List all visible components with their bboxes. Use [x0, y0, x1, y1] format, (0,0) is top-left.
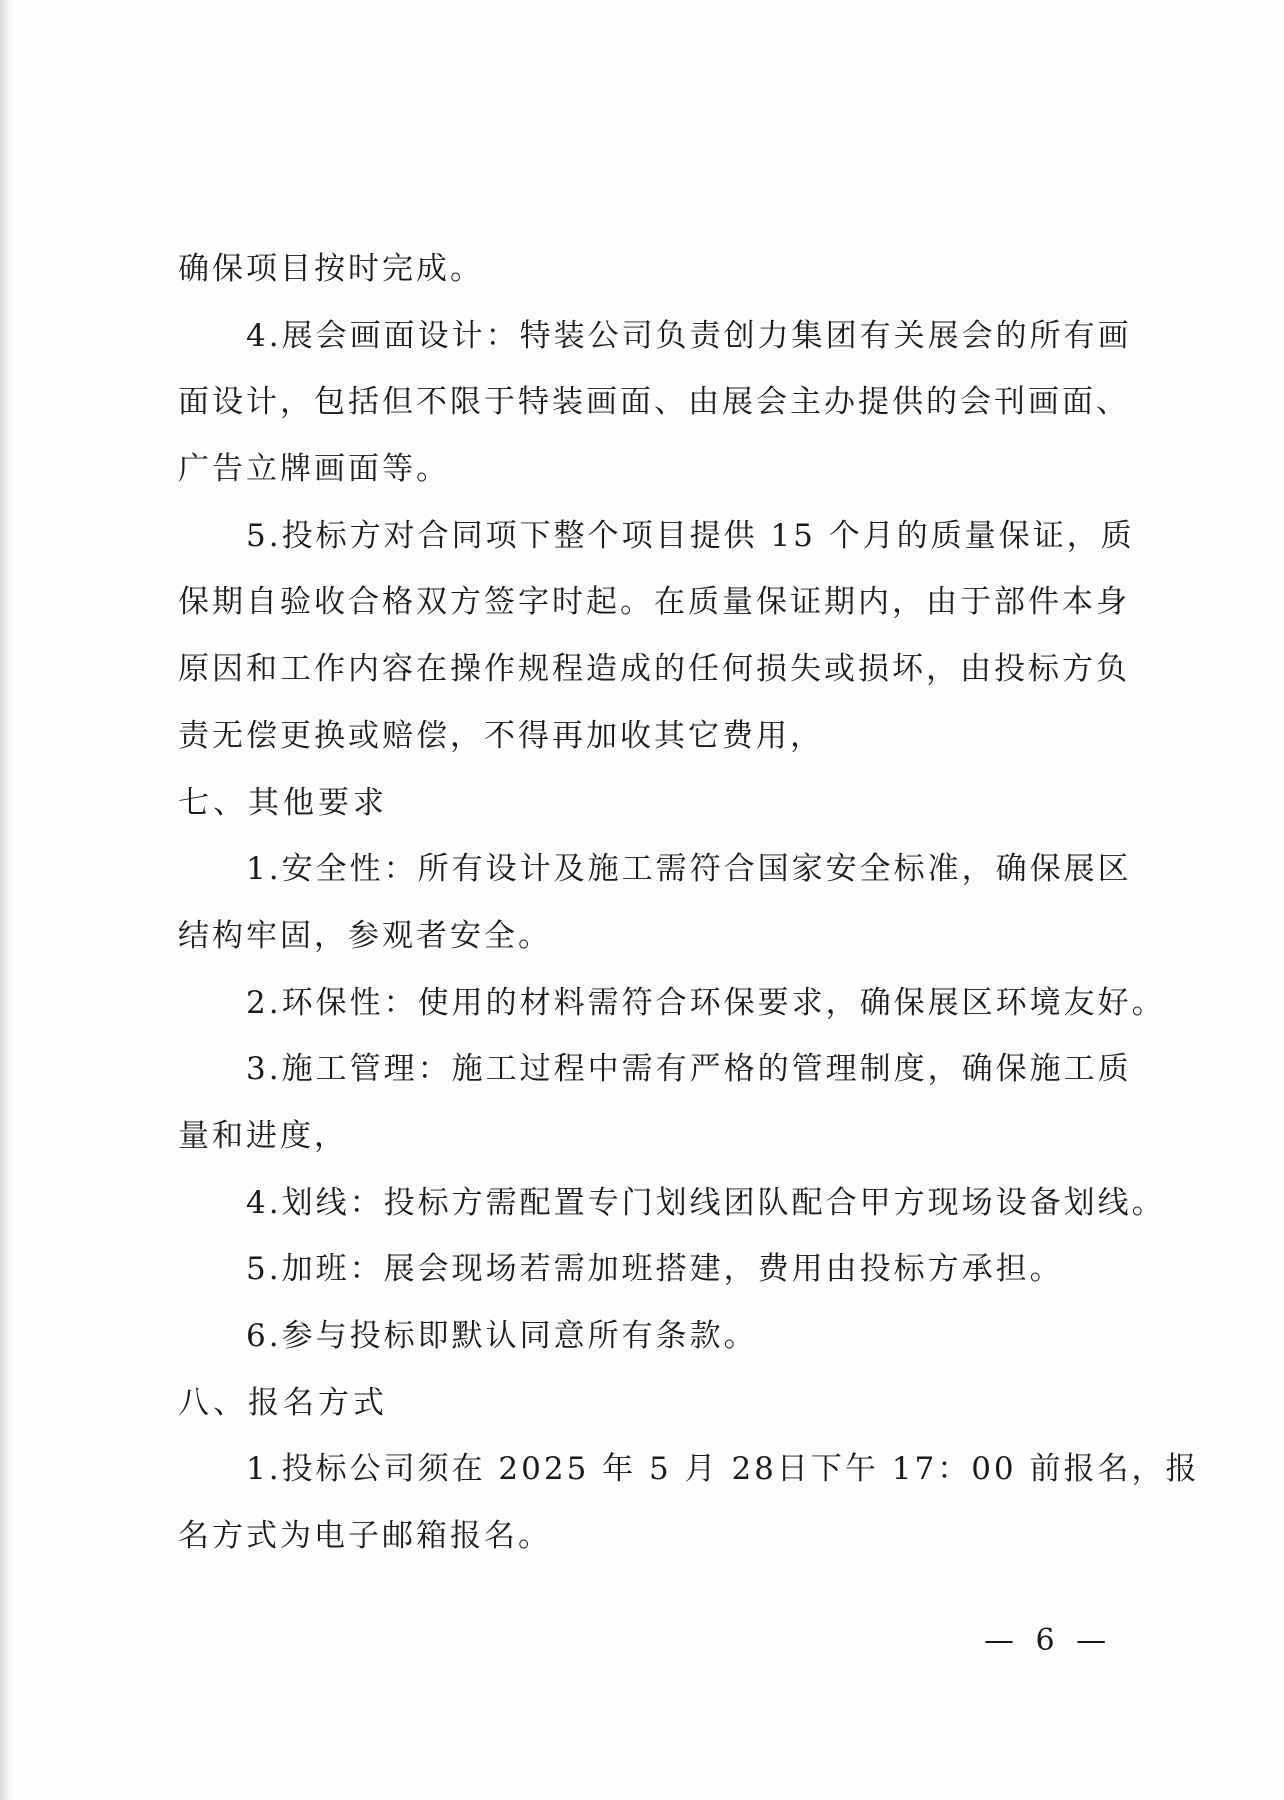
scan-edge-shadow [0, 0, 14, 1800]
clause-5-line-2: 保期自验收合格双方签字时起。在质量保证期内，由于部件本身 [178, 584, 1130, 621]
requirement-3-line-1: 3.施工管理：施工过程中需有严格的管理制度，确保施工质 [246, 1051, 1132, 1088]
body-line: 确保项目按时完成。 [178, 251, 484, 287]
requirement-6-line-1: 6.参与投标即默认同意所有条款。 [246, 1318, 758, 1354]
registration-1-line-2: 名方式为电子邮箱报名。 [178, 1518, 552, 1555]
clause-4-line-2: 面设计，包括但不限于特装画面、由展会主办提供的会刊画面、 [178, 384, 1130, 421]
requirement-4-line-1: 4.划线：投标方需配置专门划线团队配合甲方现场设备划线。 [246, 1184, 1166, 1221]
clause-5-line-3: 原因和工作内容在操作规程造成的任何损失或损坏，由投标方负 [178, 651, 1130, 688]
document-body [178, 236, 1200, 1570]
requirement-1-line-2: 结构牢固，参观者安全。 [178, 917, 552, 954]
clause-5-line-1: 5.投标方对合同项下整个项目提供 15 个月的质量保证，质 [246, 517, 1135, 554]
requirement-1-line-1: 1.安全性：所有设计及施工需符合国家安全标准，确保展区 [246, 851, 1132, 888]
section-heading-registration: 八、报名方式 [178, 1384, 388, 1421]
registration-1-line-1: 1.投标公司须在 2025 年 5 月 28日下午 17：00 前报名，报 [246, 1451, 1200, 1488]
clause-4-line-3: 广告立牌画面等。 [178, 451, 450, 488]
requirement-5-line-1: 5.加班：展会现场若需加班搭建，费用由投标方承担。 [246, 1251, 1064, 1288]
section-heading-other-requirements: 七、其他要求 [178, 784, 388, 821]
requirement-2-line-1: 2.环保性：使用的材料需符合环保要求，确保展区环境友好。 [246, 984, 1166, 1021]
requirement-3-line-2: 量和进度， [178, 1117, 348, 1154]
clause-5-line-4: 责无偿更换或赔偿，不得再加收其它费用， [178, 717, 824, 754]
page-number: — 6 — [984, 1623, 1113, 1658]
clause-4-line-1: 4.展会画面设计：特装公司负责创力集团有关展会的所有画 [246, 317, 1132, 354]
